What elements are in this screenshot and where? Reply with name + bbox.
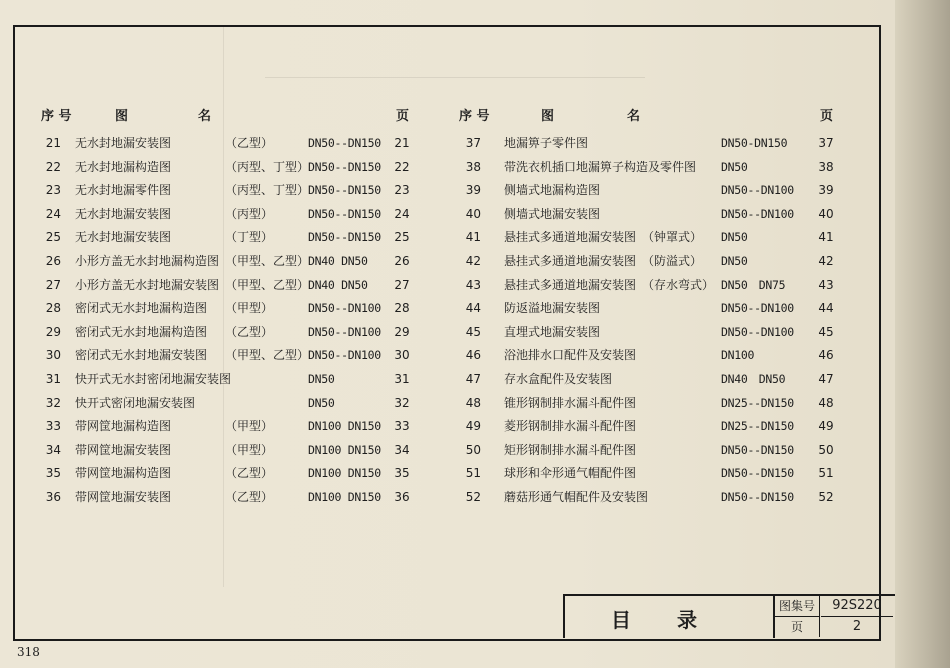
row-index: 27 — [45, 277, 61, 292]
row-type: （甲型） — [225, 419, 274, 434]
row-index: 24 — [45, 206, 61, 221]
drawing-frame — [13, 25, 881, 641]
row-index: 51 — [465, 466, 481, 481]
row-page: 50 — [818, 442, 834, 457]
row-index: 36 — [45, 490, 61, 504]
row-page: 27 — [394, 277, 410, 292]
row-title: 带网筐地漏构造图 — [75, 419, 172, 434]
row-title: 无水封地漏安装图 — [75, 230, 172, 245]
row-page: 23 — [394, 183, 410, 198]
row-type: （甲型、乙型） — [225, 277, 310, 292]
row-spec: DN100 — [721, 348, 755, 363]
row-title: 浴池排水口配件及安装图 — [504, 348, 637, 363]
row-title: 蘑菇形通气帽配件及安装图 — [504, 490, 649, 504]
row-page: 31 — [394, 372, 410, 386]
page-label: 页 — [775, 617, 820, 637]
row-page: 24 — [394, 206, 410, 221]
row-index: 23 — [45, 183, 61, 198]
row-index: 29 — [45, 324, 61, 339]
title-char-1: 目 — [611, 608, 631, 632]
row-page: 45 — [818, 324, 834, 339]
row-type: （丙型、丁型） — [225, 183, 310, 198]
row-index: 39 — [465, 183, 481, 198]
row-page: 33 — [394, 419, 410, 434]
header-index-right: 序 号 — [459, 109, 490, 124]
row-title: 带网筐地漏安装图 — [75, 490, 172, 504]
row-index: 35 — [45, 466, 61, 481]
row-spec: DN50--DN100 — [308, 324, 381, 339]
row-type: （甲型） — [225, 442, 274, 457]
row-spec: DN50--DN100 — [721, 324, 794, 339]
row-index: 37 — [465, 136, 481, 150]
row-title: 小形方盖无水封地漏安装图 — [75, 277, 220, 292]
row-page: 47 — [818, 372, 834, 386]
row-spec: DN40 DN50 — [721, 372, 786, 386]
row-type: （乙型） — [225, 466, 274, 481]
row-title: 无水封地漏构造图 — [75, 159, 172, 174]
header-page-left: 页 — [396, 109, 410, 124]
row-page: 43 — [818, 277, 834, 292]
row-index: 38 — [465, 159, 481, 174]
header-figure-right: 图 — [541, 109, 555, 124]
header-figure-left: 图 — [115, 109, 129, 124]
row-spec: DN50--DN100 — [721, 301, 794, 316]
row-page: 51 — [818, 466, 834, 481]
header-name-right: 名 — [627, 109, 641, 124]
table-of-contents — [15, 27, 879, 639]
row-spec: DN50--DN150 — [721, 490, 794, 504]
row-spec: DN50--DN150 — [308, 136, 381, 150]
row-title: 菱形钢制排水漏斗配件图 — [504, 419, 637, 434]
row-title: 防返溢地漏安装图 — [504, 301, 601, 316]
row-index: 42 — [465, 254, 481, 268]
row-index: 43 — [465, 277, 481, 292]
row-type: （甲型、乙型） — [225, 348, 310, 363]
row-spec: DN50--DN150 — [308, 183, 381, 198]
row-type: （乙型） — [225, 490, 274, 504]
row-type: （丁型） — [225, 230, 274, 245]
row-spec: DN50--DN150 — [308, 206, 381, 221]
row-spec: DN50--DN100 — [721, 183, 794, 198]
atlas-number-label: 图集号 — [775, 596, 820, 617]
row-index: 47 — [465, 372, 481, 386]
sheet-page-number: 318 — [17, 645, 40, 659]
row-index: 28 — [45, 301, 61, 316]
row-index: 33 — [45, 419, 61, 434]
row-spec: DN50 — [308, 395, 335, 410]
row-page: 37 — [818, 136, 834, 150]
row-title: 带洗衣机插口地漏箅子构造及零件图 — [504, 159, 697, 174]
row-page: 22 — [394, 159, 410, 174]
row-title: 球形和伞形通气帽配件图 — [504, 466, 637, 481]
row-index: 45 — [465, 324, 481, 339]
row-title: 小形方盖无水封地漏构造图 — [75, 254, 220, 268]
row-page: 40 — [818, 206, 834, 221]
row-page: 26 — [394, 254, 410, 268]
row-title: 带网筐地漏安装图 — [75, 442, 172, 457]
row-index: 30 — [45, 348, 61, 363]
row-type: （乙型） — [225, 324, 274, 339]
header-index-left: 序 号 — [41, 109, 72, 124]
row-title: 地漏箅子零件图 — [504, 136, 589, 150]
row-page: 46 — [818, 348, 834, 363]
row-index: 41 — [465, 230, 481, 245]
row-type: （丙型） — [225, 206, 274, 221]
row-title: 带网筐地漏构造图 — [75, 466, 172, 481]
row-title: 存水盒配件及安装图 — [504, 372, 613, 386]
row-title: 悬挂式多通道地漏安装图 （钟罩式） — [504, 230, 703, 245]
row-spec: DN50--DN150 — [308, 159, 381, 174]
row-spec: DN50 DN75 — [721, 277, 786, 292]
row-spec: DN50--DN150 — [721, 442, 794, 457]
row-spec: DN100 DN150 — [308, 466, 381, 481]
row-page: 42 — [818, 254, 834, 268]
row-index: 50 — [465, 442, 481, 457]
row-spec: DN50 — [721, 159, 748, 174]
row-page: 39 — [818, 183, 834, 198]
row-title: 矩形钢制排水漏斗配件图 — [504, 442, 637, 457]
row-spec: DN50--DN100 — [308, 301, 381, 316]
row-spec: DN100 DN150 — [308, 490, 381, 504]
row-spec: DN25--DN150 — [721, 395, 794, 410]
row-title: 无水封地漏安装图 — [75, 206, 172, 221]
row-type: （甲型） — [225, 301, 274, 316]
row-page: 25 — [394, 230, 410, 245]
row-index: 44 — [465, 301, 481, 316]
row-type: （甲型、乙型） — [225, 254, 310, 268]
row-spec: DN40 DN50 — [308, 254, 368, 268]
row-spec: DN50--DN100 — [308, 348, 381, 363]
row-index: 48 — [465, 395, 481, 410]
row-page: 28 — [394, 301, 410, 316]
row-title: 密闭式无水封地漏构造图 — [75, 324, 208, 339]
row-page: 30 — [394, 348, 410, 363]
row-page: 41 — [818, 230, 834, 245]
row-spec: DN100 DN150 — [308, 419, 381, 434]
header-name-left: 名 — [198, 109, 212, 124]
row-page: 48 — [818, 395, 834, 410]
row-spec: DN50 — [308, 372, 335, 386]
row-page: 38 — [818, 159, 834, 174]
page-number: 2 — [852, 619, 862, 634]
row-index: 22 — [45, 159, 61, 174]
row-title: 悬挂式多通道地漏安装图 （防溢式） — [504, 254, 703, 268]
row-index: 25 — [45, 230, 61, 245]
row-title: 侧墙式地漏安装图 — [504, 206, 601, 221]
row-spec: DN50 — [721, 254, 748, 268]
row-index: 46 — [465, 348, 481, 363]
row-index: 49 — [465, 419, 481, 434]
row-index: 34 — [45, 442, 61, 457]
row-title: 直埋式地漏安装图 — [504, 324, 601, 339]
atlas-number: 92S220 — [821, 596, 893, 617]
row-page: 52 — [818, 490, 834, 504]
row-title: 密闭式无水封地漏构造图 — [75, 301, 208, 316]
row-page: 34 — [394, 442, 410, 457]
row-spec: DN25--DN150 — [721, 419, 794, 434]
title-char-2: 录 — [677, 608, 697, 632]
row-spec: DN50-DN150 — [721, 136, 788, 150]
row-spec: DN50--DN150 — [308, 230, 381, 245]
row-title: 无水封地漏安装图 — [75, 136, 172, 150]
row-spec: DN50--DN150 — [721, 466, 794, 481]
row-page: 49 — [818, 419, 834, 434]
row-page: 36 — [394, 490, 410, 504]
row-index: 26 — [45, 254, 61, 268]
row-type: （丙型、丁型） — [225, 159, 310, 174]
row-page: 21 — [394, 136, 410, 150]
row-index: 40 — [465, 206, 481, 221]
row-spec: DN40 DN50 — [308, 277, 368, 292]
row-title: 侧墙式地漏构造图 — [504, 183, 601, 198]
row-page: 32 — [394, 395, 410, 410]
title-block — [563, 594, 895, 638]
row-title: 悬挂式多通道地漏安装图 （存水弯式） — [504, 277, 715, 292]
row-title: 快开式无水封密闭地漏安装图 — [75, 372, 232, 386]
row-title: 无水封地漏零件图 — [75, 183, 172, 198]
row-page: 44 — [818, 301, 834, 316]
row-page: 35 — [394, 466, 410, 481]
row-spec: DN50 — [721, 230, 748, 245]
row-title: 快开式密闭地漏安装图 — [75, 395, 196, 410]
title-block-title — [565, 596, 775, 638]
row-index: 32 — [45, 395, 61, 410]
row-index: 31 — [45, 372, 61, 386]
row-spec: DN100 DN150 — [308, 442, 381, 457]
row-index: 52 — [465, 490, 481, 504]
row-type: （乙型） — [225, 136, 274, 150]
page-edge-shadow — [895, 0, 950, 668]
row-index: 21 — [45, 136, 61, 150]
row-title: 锥形钢制排水漏斗配件图 — [504, 395, 637, 410]
row-title: 密闭式无水封地漏安装图 — [75, 348, 208, 363]
row-spec: DN50--DN100 — [721, 206, 794, 221]
header-page-right: 页 — [820, 109, 834, 124]
row-page: 29 — [394, 324, 410, 339]
